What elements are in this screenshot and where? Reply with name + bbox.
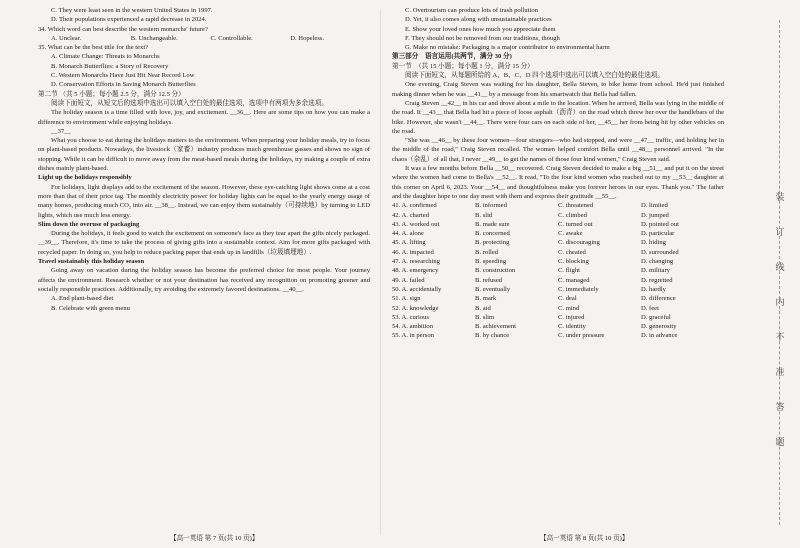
answer-option: D. generosity	[641, 323, 677, 331]
part-header: 第三部分 语言运用(共两节，满分 30 分)	[392, 53, 512, 61]
section-header: 第一节 （共 15 小题；每小题 1 分，满分 15 分）	[392, 62, 534, 70]
answer-row	[392, 220, 724, 229]
answer-option: B. informed	[475, 202, 507, 210]
answer-row	[392, 276, 724, 285]
answer-option: D. in advance	[641, 332, 678, 340]
answer-option: 48. A. emergency	[392, 267, 439, 275]
passage-paragraph: During the holidays, it feels good to watch the excitement on someone's face as they tear apart the gifts nicely packaged. __39__. Therefore, it's time to take the process of giving gifts into a sustainable context. Aim for more gifts packaged with recycled paper. In doing so, you help to reduce packing paper that ends up in landfills（垃圾填埋地）.	[38, 230, 370, 256]
seal-char: 订	[775, 227, 785, 237]
answer-option: 55. A. in person	[392, 332, 434, 340]
passage-paragraph: It was a few months before Bella __50__ recovered. Craig Steven decided to make a big __51__ and put it on the street where the women had come to Bella's __52__. It read, "To the four kind women who reached out to my __53__ daughter at this corner on April 6, 2023. Your __54__ and thoughtfulness make you forever heroes in our eyes. Thank you." The father and the daughter hope to one day meet with them and express their gratitude __55__.	[392, 165, 724, 200]
answer-option: B. aid	[475, 304, 491, 312]
option-c: C. Controllable.	[210, 34, 253, 42]
answer-row	[392, 304, 724, 313]
answer-row	[392, 248, 724, 257]
answer-option: 45. A. lifting	[392, 239, 426, 247]
answer-row	[392, 229, 724, 238]
passage-paragraph: What you choose to eat during the holidays matters to the environment. When preparing your holiday meals, try to focus on plant-based products. Nowadays, the livestock（家畜）industry produces much greenhouse gasses and shows no sign of stopping. While it can be difficult to move away from the meat-based meals during the holidays, try making a couple of extra dishes mainly plant-based.	[38, 137, 370, 173]
option-line: D. Their populations experienced a rapid decrease in 2024.	[51, 16, 207, 24]
answer-option: D. hiding	[641, 239, 666, 247]
blank-37: __37__	[51, 127, 71, 135]
page-footer-left: 【高一英语 第 7 页(共 10 页)】	[170, 535, 259, 542]
passage-paragraph: "She was __46__ by these four women—four strangers—who had stopped, and were __47__ traffic, and holding her in the middle of the road," Craig Steven recalled. The women helped comfort Bella until __48__ personnel arrived. "In the chaos（杂乱）of all that, I never __49__ to get the names of those four kind women," Craig Steven said.	[392, 137, 724, 163]
answer-option: 54. A. ambition	[392, 323, 434, 331]
answer-option: 50. A. accidentally	[392, 285, 442, 293]
question-35-stem: 35. What can be the best title for the text?	[38, 44, 149, 52]
instruction: 阅读下面短文，从短文后的选项中选出可以填入空白处的最佳选项，选项中有两项为多余选项。	[51, 99, 328, 107]
answer-option: C. blocking	[558, 258, 589, 266]
answer-row	[392, 238, 724, 247]
answer-row	[392, 331, 724, 340]
answer-option: B. refused	[475, 276, 503, 284]
answer-option: 51. A. sign	[392, 295, 421, 303]
answer-option: D. surrounded	[641, 248, 679, 256]
answer-option: B. protecting	[475, 239, 510, 247]
answer-option: C. flight	[558, 267, 580, 275]
answer-option: C. cheated	[558, 248, 586, 256]
option-c: C. Overtourism can produce lots of trash pollution	[405, 7, 538, 14]
option-g: G. Make no mistake: Packaging is a major contributor to environmental harm	[405, 44, 610, 52]
answer-option: B. achievement	[475, 323, 517, 331]
seal-char: 线	[775, 262, 785, 272]
column-divider	[380, 10, 381, 535]
answer-option: B. slim	[475, 313, 495, 321]
left-column	[38, 6, 370, 313]
answer-option: C. discouraging	[558, 239, 600, 247]
answer-option: 53. A. curious	[392, 313, 429, 321]
answer-row	[392, 322, 724, 331]
answer-row	[392, 294, 724, 303]
answer-option: C. turned out	[558, 220, 593, 228]
answer-option: 46. A. impacted	[392, 248, 434, 256]
answer-row	[392, 257, 724, 266]
answer-options	[392, 201, 724, 340]
question-34-options	[38, 34, 370, 43]
answer-option: C. awake	[558, 230, 583, 238]
answer-option: C. injured	[558, 313, 585, 321]
option-line: C. They were least seen in the western United States in 1997.	[51, 7, 213, 14]
answer-option: 42. A. charted	[392, 211, 429, 219]
option-a: A. Unclear.	[51, 34, 82, 42]
seal-char: 不	[775, 332, 785, 342]
right-column	[392, 6, 724, 341]
answer-option: 49. A. failed	[392, 276, 425, 284]
answer-option: C. identity	[558, 323, 586, 331]
option-a: A. End plant-based diet	[51, 295, 114, 303]
answer-option: B. rolled	[475, 248, 499, 256]
answer-option: D. jumped	[641, 211, 669, 219]
passage-paragraph: Craig Steven __42__ in his car and drove about a mile to the location. When he arrived, Bella was lying in the middle of the road. It __43__ that Bella had hit a piece of loose asphalt（沥青）on the road which threw her over the handlebars of the bike. However, she wasn't __44__. There were four cars on each side of her, __45__ her from being hit by other vehicles on the road.	[392, 99, 724, 135]
answer-option: D. graceful	[641, 313, 671, 321]
answer-option: B. mark	[475, 295, 497, 303]
answer-row	[392, 313, 724, 322]
answer-row	[392, 211, 724, 220]
answer-option: C. managed	[558, 276, 590, 284]
answer-option: B. made sure	[475, 220, 510, 228]
option-d: D. Hopeless.	[290, 34, 325, 42]
answer-option: C. deal	[558, 295, 577, 303]
instruction: 阅读下面短文，从每题所给的 A、B、C、D 四个选项中选出可以填入空白处的最佳选项。	[405, 72, 664, 80]
option-a: A. Climate Change: Threats to Monarchs	[51, 53, 160, 61]
answer-option: B. by chance	[475, 332, 510, 340]
option-b: B. Monarch Butterflies: a Story of Recovery	[51, 62, 169, 70]
passage-paragraph: The holiday season is a time filled with love, joy, and excitement. __36__. Here are some tips on how you can make a difference to environment while enjoying holidays.	[38, 109, 370, 126]
answer-option: 43. A. worked out	[392, 220, 440, 228]
answer-option: 41. A. confirmed	[392, 202, 437, 210]
answer-option: D. feet	[641, 304, 659, 312]
binding-seal	[766, 190, 794, 448]
answer-row	[392, 285, 724, 294]
option-e: E. Show your loved ones how much you appreciate them	[405, 25, 556, 33]
answer-option: D. pointed out	[641, 220, 679, 228]
option-d: D. Conservation Efforts in Saving Monarch Butterflies	[51, 81, 196, 89]
answer-option: B. construction	[475, 267, 516, 275]
passage-heading: Slim down the overuse of packaging	[38, 220, 140, 228]
answer-option: C. immediately	[558, 285, 599, 293]
answer-option: B. eventually	[475, 285, 511, 293]
option-d: D. Yet, it also comes along with unsustainable practices	[405, 16, 552, 24]
answer-option: B. speeding	[475, 258, 507, 266]
option-c: C. Western Monarchs Have Just Hit Near Record Low	[51, 72, 195, 80]
answer-option: B. slid	[475, 211, 493, 219]
passage-paragraph: For holidays, light displays add to the excitement of the season. However, these eye-catching light shows come at a cost more than that of their price tag. The monthly electricity power for holiday lights can be equal to the yearly energy usage of many homes, producing much CO₂ into air. __38__. Instead, we can enjoy them sustainably（可持续地）by turning to LED lights, which use much less energy.	[38, 183, 370, 219]
option-b: B. Unchangeable.	[130, 34, 178, 42]
seal-char: 内	[775, 297, 785, 307]
answer-option: C. under pressure	[558, 332, 605, 340]
passage-paragraph: One evening, Craig Steven was waiting for his daughter, Bella Steven, to bike home from school. He'd just finished making dinner when he was __41__ by a message from his smartwatch that Bella had fallen.	[392, 81, 724, 98]
option-f: F. They should not be removed from our traditions, though	[405, 34, 560, 42]
seal-char: 题	[775, 437, 785, 447]
answer-option: D. particular	[641, 230, 675, 238]
answer-option: D. limited	[641, 202, 668, 210]
answer-option: C. climbed	[558, 211, 587, 219]
passage-paragraph: Going away on vacation during the holiday season has become the preferred choice for most people. Your journey affects the environment. Research whether or not your destination has received any recognition on promoting greener and socially responsible practices. Additionally, try avoiding the extremely favored destinations. __40__.	[38, 267, 370, 293]
option-b: B. Celebrate with green menu	[51, 304, 130, 312]
section-header: 第二节 （共 5 小题；每小题 2.5 分，满分 12.5 分）	[38, 90, 185, 98]
answer-option: D. changing	[641, 258, 674, 266]
answer-row	[392, 201, 724, 210]
answer-option: C. mind	[558, 304, 580, 312]
answer-option: 47. A. researching	[392, 258, 440, 266]
question-34-stem: 34. Which word can best describe the western monarchs' future?	[38, 25, 208, 33]
answer-option: D. military	[641, 267, 670, 275]
answer-option: 52. A. knowledge	[392, 304, 439, 312]
answer-option: D. regretted	[641, 276, 673, 284]
answer-option: C. threatened	[558, 202, 594, 210]
answer-option: D. difference	[641, 295, 676, 303]
passage-heading: Travel sustainably this holiday season	[38, 258, 145, 266]
passage-heading: Light up the holidays responsibly	[38, 174, 132, 182]
seal-char: 准	[775, 367, 785, 377]
seal-char: 答	[775, 402, 785, 412]
answer-option: 44. A. alone	[392, 230, 424, 238]
page-footer-right: 【高一英语 第 8 页(共 10 页)】	[540, 535, 629, 542]
seal-char: 装	[775, 192, 785, 202]
answer-row	[392, 266, 724, 275]
answer-option: B. concerned	[475, 230, 510, 238]
answer-option: D. hardly	[641, 285, 666, 293]
